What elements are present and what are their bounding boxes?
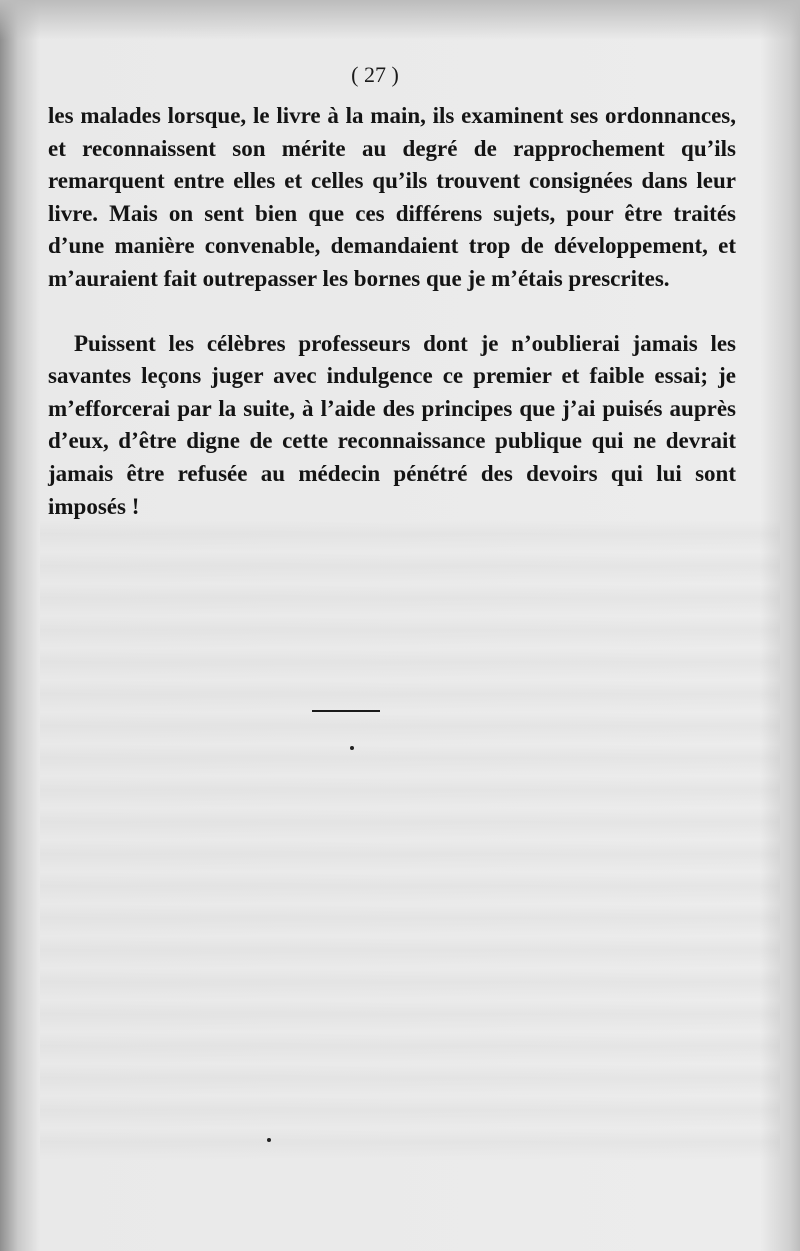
show-through-area	[40, 520, 780, 1160]
body-text	[48, 100, 736, 523]
ink-dot	[267, 1138, 271, 1142]
ink-dot	[350, 746, 354, 750]
page-shadow	[0, 0, 800, 40]
paragraph-1: les malades lorsque, le livre à la main, ils examinent ses ordonnances, et reconnaissent son mérite au degré de rapprochement qu’ils remarquent entre elles et celles qu’ils trouvent consignées dans leur livre. Mais on sent bien que ces différens sujets, pour être traités d’une manière convenable, demandaient trop de développement, et m’auraient fait outrepasser les bornes que je m’étais prescrites.	[48, 103, 736, 291]
section-divider	[312, 710, 380, 712]
paragraph-2: Puissent les célèbres professeurs dont je n’oublierai jamais les savantes leçons juger avec indulgence ce premier et faible essai; je m’efforcerai par la suite, à l’aide des principes que j’ai puisés auprès d’eux, d’être digne de cette reconnaissance publique qui ne devrait jamais être refusée au médecin pénétré des devoirs qui lui sont imposés !	[48, 330, 736, 519]
page-number: ( 27 )	[351, 62, 399, 87]
